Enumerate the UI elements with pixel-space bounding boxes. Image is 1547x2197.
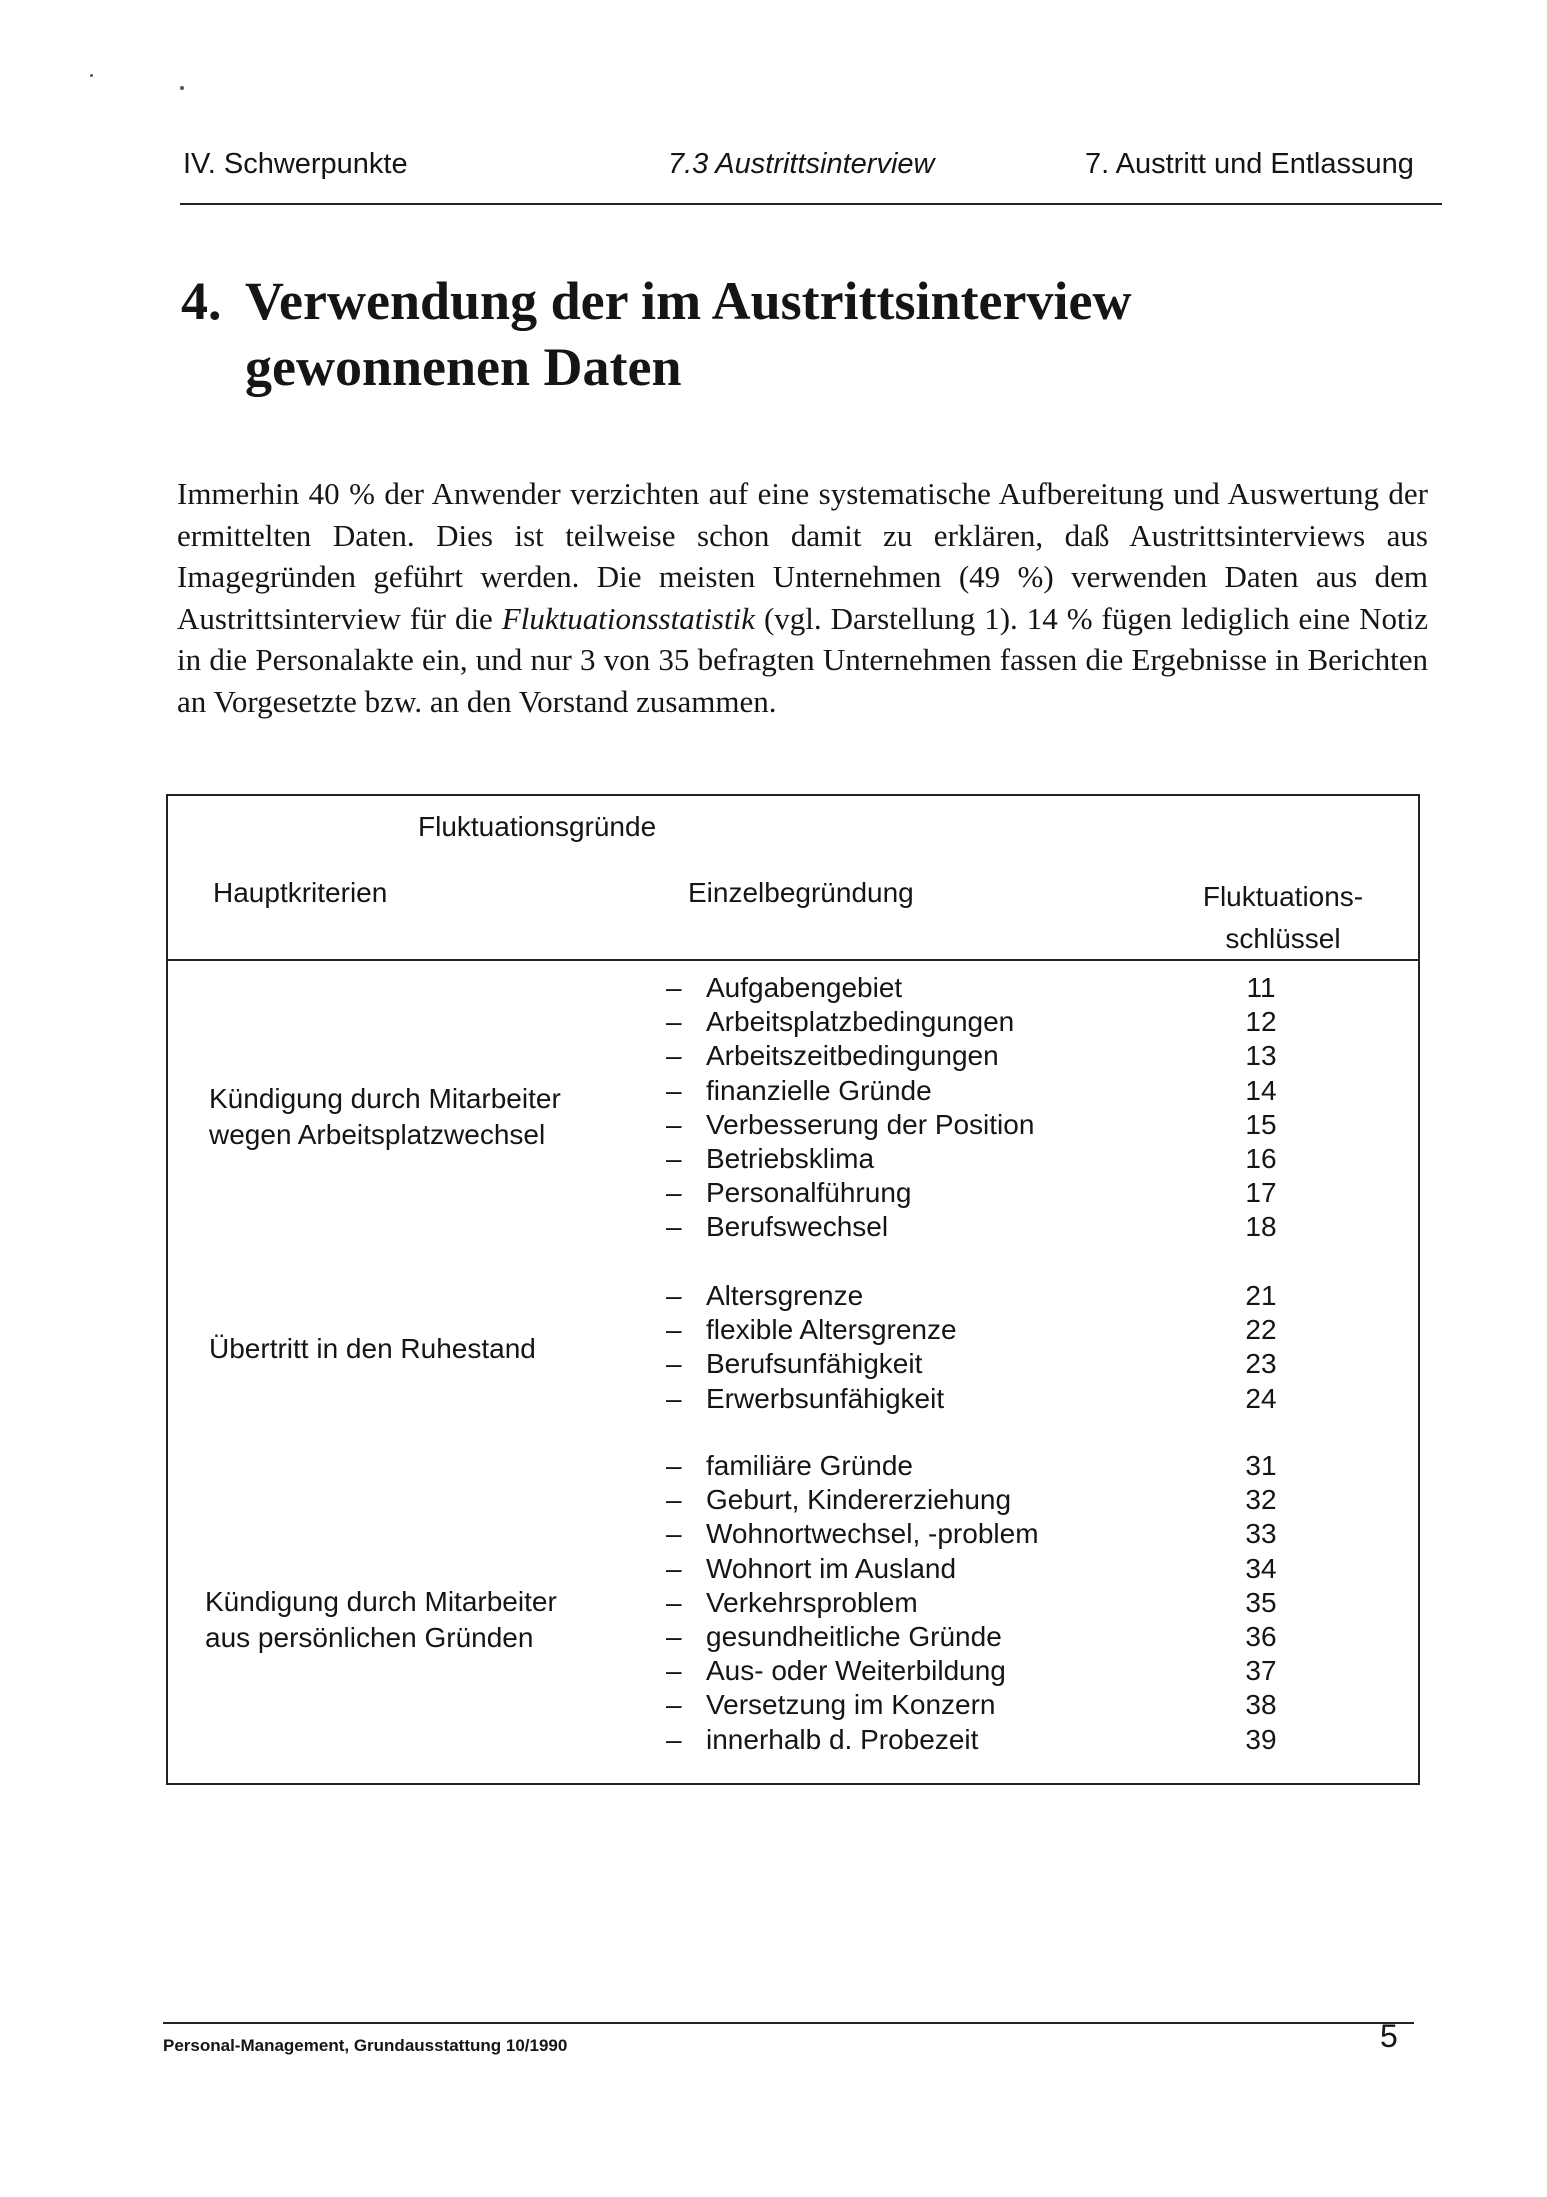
reason-text: Berufsunfähigkeit [706,1348,923,1380]
reason-text: Versetzung im Konzern [706,1689,996,1721]
title-line-2: gewonnenen Daten [245,337,682,397]
reason-code: 14 [1245,1074,1277,1106]
reason-code: 12 [1245,1006,1277,1038]
criterion-line: Übertritt in den Ruhestand [209,1333,536,1364]
reason-list-retirement [666,1279,1277,1416]
reason-code: 11 [1246,972,1276,1003]
title-number: 4. [181,271,222,331]
reason-code: 33 [1245,1518,1277,1550]
page-number: 5 [1380,2018,1398,2054]
reason-row [666,1449,1277,1483]
body-emphasis: Fluktuationsstatistik [501,600,755,636]
reason-row [666,1279,1277,1313]
dash: – [666,1450,682,1481]
reason-text: Betriebsklima [706,1142,875,1174]
reason-text: Wohnort im Ausland [706,1552,957,1584]
column-header-key-line-2: schlüssel [1225,923,1341,954]
reason-text: flexible Altersgrenze [706,1314,957,1346]
reason-code: 21 [1245,1280,1277,1311]
reason-text: Berufswechsel [706,1211,889,1243]
reason-code: 18 [1245,1211,1277,1243]
dash: – [666,1620,682,1652]
dash: – [666,1142,682,1174]
reason-text: familiäre Gründe [706,1450,913,1481]
reason-code: 36 [1245,1620,1277,1652]
reason-code: 23 [1245,1348,1277,1380]
footer-publication: Personal-Management, Grundausstattung 10/1990 [163,2036,568,2055]
reason-text: Erwerbsunfähigkeit [706,1382,945,1414]
header-chapter: 7. Austritt und Entlassung [1085,148,1414,180]
criterion-retirement [209,1331,536,1367]
reason-text: Verkehrsproblem [706,1586,918,1618]
dash: – [666,1314,682,1346]
dash: – [666,1006,682,1038]
reason-row [666,1688,1277,1722]
reason-code: 31 [1245,1450,1277,1481]
table-group-header: Fluktuationsgründe [418,811,657,842]
reason-code: 34 [1245,1552,1277,1584]
body-part-2: (vgl. Darstellung 1). 14 % fügen lediglich eine Notiz in die Personalakte ein, und nur 3 von 35 befragten Unternehmen fassen die Ergebnisse in Berichten an Vorgesetzte bzw. an den Vorstand zusammen. [177,600,1429,719]
dash: – [666,1348,682,1380]
reason-text: Arbeitsplatzbedingungen [706,1006,1015,1038]
body-paragraph [177,473,1428,722]
dash: – [666,1074,682,1106]
reason-row [666,1039,1277,1073]
criterion-personal-reasons [205,1584,557,1656]
reason-code: 22 [1245,1314,1277,1346]
dash: – [666,1211,682,1243]
criterion-line: Kündigung durch Mitarbeiter [209,1083,561,1114]
reason-text: Wohnortwechsel, -problem [706,1518,1039,1550]
reason-row [666,1723,1277,1757]
page-title [181,268,1131,400]
column-header-detail: Einzelbegründung [688,877,914,908]
table-header-divider [168,959,1418,961]
dash: – [666,1655,682,1687]
fluctuation-table [166,794,1420,1785]
column-header-key-line-1: Fluktuations- [1202,881,1364,912]
column-header-main-criteria: Hauptkriterien [213,877,388,908]
dash: – [666,1518,682,1550]
footer-divider [163,2022,1414,2024]
header-divider [180,203,1442,205]
header-section: IV. Schwerpunkte [183,148,408,180]
reason-row [666,1552,1277,1586]
reason-row [666,1313,1277,1347]
dash: – [666,1040,682,1072]
reason-row [666,1517,1277,1551]
reason-text: Personalführung [706,1177,912,1209]
criterion-line: aus persönlichen Gründen [205,1622,534,1653]
reason-text: Aufgabengebiet [706,972,903,1003]
body-part-1: Immerhin 40 % der Anwender verzichten auf eine systematische Aufbereitung und Auswertung der ermittelten Daten. Dies ist teilweise schon damit zu erklären, daß Austrittsinterviews aus Imagegründen geführt werden. Die meisten Unternehmen (49 %) verwenden Daten aus dem Austrittsinterview für die [177,476,1428,636]
title-line-1: Verwendung der im Austrittsinterview [245,271,1132,331]
reason-code: 15 [1245,1108,1277,1140]
dash: – [666,1177,682,1209]
reason-row [666,1483,1277,1517]
reason-row [666,1142,1277,1176]
reason-row [666,1074,1277,1108]
column-header-key [1183,876,1383,960]
criterion-line: wegen Arbeitsplatzwechsel [209,1119,546,1150]
reason-text: innerhalb d. Probezeit [706,1723,979,1755]
reason-row [666,971,1276,1005]
reason-code: 17 [1245,1177,1277,1209]
scan-speck [180,86,184,90]
dash: – [666,1689,682,1721]
reason-text: gesundheitliche Gründe [706,1620,1002,1652]
dash: – [666,1723,682,1755]
reason-text: Aus- oder Weiterbildung [706,1655,1006,1687]
reason-list-job-change [666,971,1277,1245]
criterion-job-change [209,1081,561,1153]
reason-code: 38 [1245,1689,1277,1721]
reason-code: 37 [1245,1655,1277,1687]
reason-code: 35 [1245,1586,1277,1618]
header-subsection: 7.3 Austrittsinterview [668,148,935,180]
dash: – [666,1586,682,1618]
reason-row [666,1347,1277,1381]
reason-row [666,1210,1277,1244]
reason-text: Altersgrenze [706,1280,864,1311]
dash: – [666,972,682,1003]
reason-code: 32 [1245,1484,1277,1516]
scan-speck [90,74,93,77]
reason-row [666,1654,1277,1688]
reason-text: Arbeitszeitbedingungen [706,1040,999,1072]
reason-row [666,1620,1277,1654]
dash: – [666,1552,682,1584]
reason-row [666,1382,1277,1416]
reason-list-personal-reasons [666,1449,1277,1757]
reason-code: 24 [1245,1382,1277,1414]
reason-code: 13 [1245,1040,1277,1072]
reason-row [666,1005,1277,1039]
dash: – [666,1108,682,1140]
reason-code: 39 [1245,1723,1277,1755]
reason-code: 16 [1245,1142,1277,1174]
reason-text: finanzielle Gründe [706,1074,932,1106]
reason-row [666,1108,1277,1142]
reason-row [666,1176,1277,1210]
dash: – [666,1382,682,1414]
criterion-line: Kündigung durch Mitarbeiter [205,1586,557,1617]
reason-text: Verbesserung der Position [706,1108,1035,1140]
reason-text: Geburt, Kindererziehung [706,1484,1012,1516]
reason-row [666,1586,1277,1620]
dash: – [666,1280,682,1311]
dash: – [666,1484,682,1516]
